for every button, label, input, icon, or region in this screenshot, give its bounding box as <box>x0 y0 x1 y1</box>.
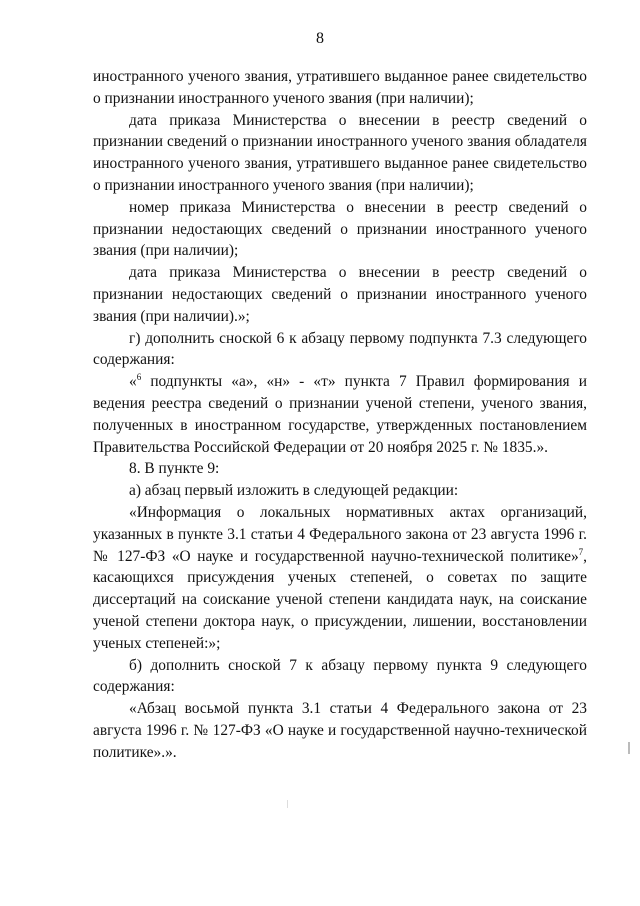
page-number: 8 <box>316 30 324 47</box>
paragraph-2: дата приказа Министерства о внесении в реестр сведений о признании сведений о признании иностранного ученого звания обладателя иностранного ученого звания, утратившего выданное ранее свидетельство о признании иностранного ученого звания (при наличии); <box>93 111 587 194</box>
paragraph-11: «Абзац восьмой пункта 3.1 статьи 4 Федерального закона от 23 августа 1996 г. № 127-ФЗ «О науке и государственной научно-технической политике».». <box>93 700 587 761</box>
paragraph-8: а) абзац первый изложить в следующей редакции: <box>129 482 459 500</box>
scan-artifact-mark <box>628 742 630 754</box>
document-body <box>93 66 587 764</box>
paragraph-1: иностранного ученого звания, утратившего выданное ранее свидетельство о признании иностранного ученого звания (при наличии); <box>93 68 587 107</box>
paragraph-9 <box>93 502 587 655</box>
paragraph-5: г) дополнить сноской 6 к абзацу первому подпункта 7.3 следующего содержания: <box>93 329 587 369</box>
paragraph-10: б) дополнить сноской 7 к абзацу первому пункта 9 следующего содержания: <box>93 656 587 696</box>
paragraph-4: дата приказа Министерства о внесении в реестр сведений о признании недостающих сведений о признании иностранного ученого звания (при наличии).»; <box>93 264 587 325</box>
footnote-marker-7: 7 <box>578 546 584 557</box>
footnote-6-text: подпункты «а», «н» - «т» пункта 7 Правил формирования и ведения реестра сведений о признании ученой степени, ученого звания, полученных в иностранном государстве, утвержденных постановлением Правительства Российской Федерации от 20 ноября 2025 г. № 1835.». <box>93 373 587 456</box>
footnote-marker-6: 6 <box>136 372 142 383</box>
paragraph-9-text: «Информация о локальных нормативных актах организаций, указанных в пункте 3.1 статьи 4 Федерального закона от 23 августа 1996 г. № 127-ФЗ «О науке и государственной научно-технической политике» <box>93 503 587 565</box>
paragraph-9-suffix: , касающихся присуждения ученых степеней, о советах по защите диссертаций на соискание ученой степени кандидата наук, на соискание ученой степени доктора наук, о присуждении, лишении, восстановлении ученых степеней:»; <box>93 547 587 652</box>
scan-artifact-dot <box>287 800 288 808</box>
paragraph-3: номер приказа Министерства о внесении в реестр сведений о признании недостающих сведений о признании иностранного ученого звания (при наличии); <box>93 198 587 260</box>
paragraph-6-footnote-6 <box>93 371 587 458</box>
paragraph-7: 8. В пункте 9: <box>129 460 220 478</box>
footnote-open-quote: « <box>129 373 137 391</box>
